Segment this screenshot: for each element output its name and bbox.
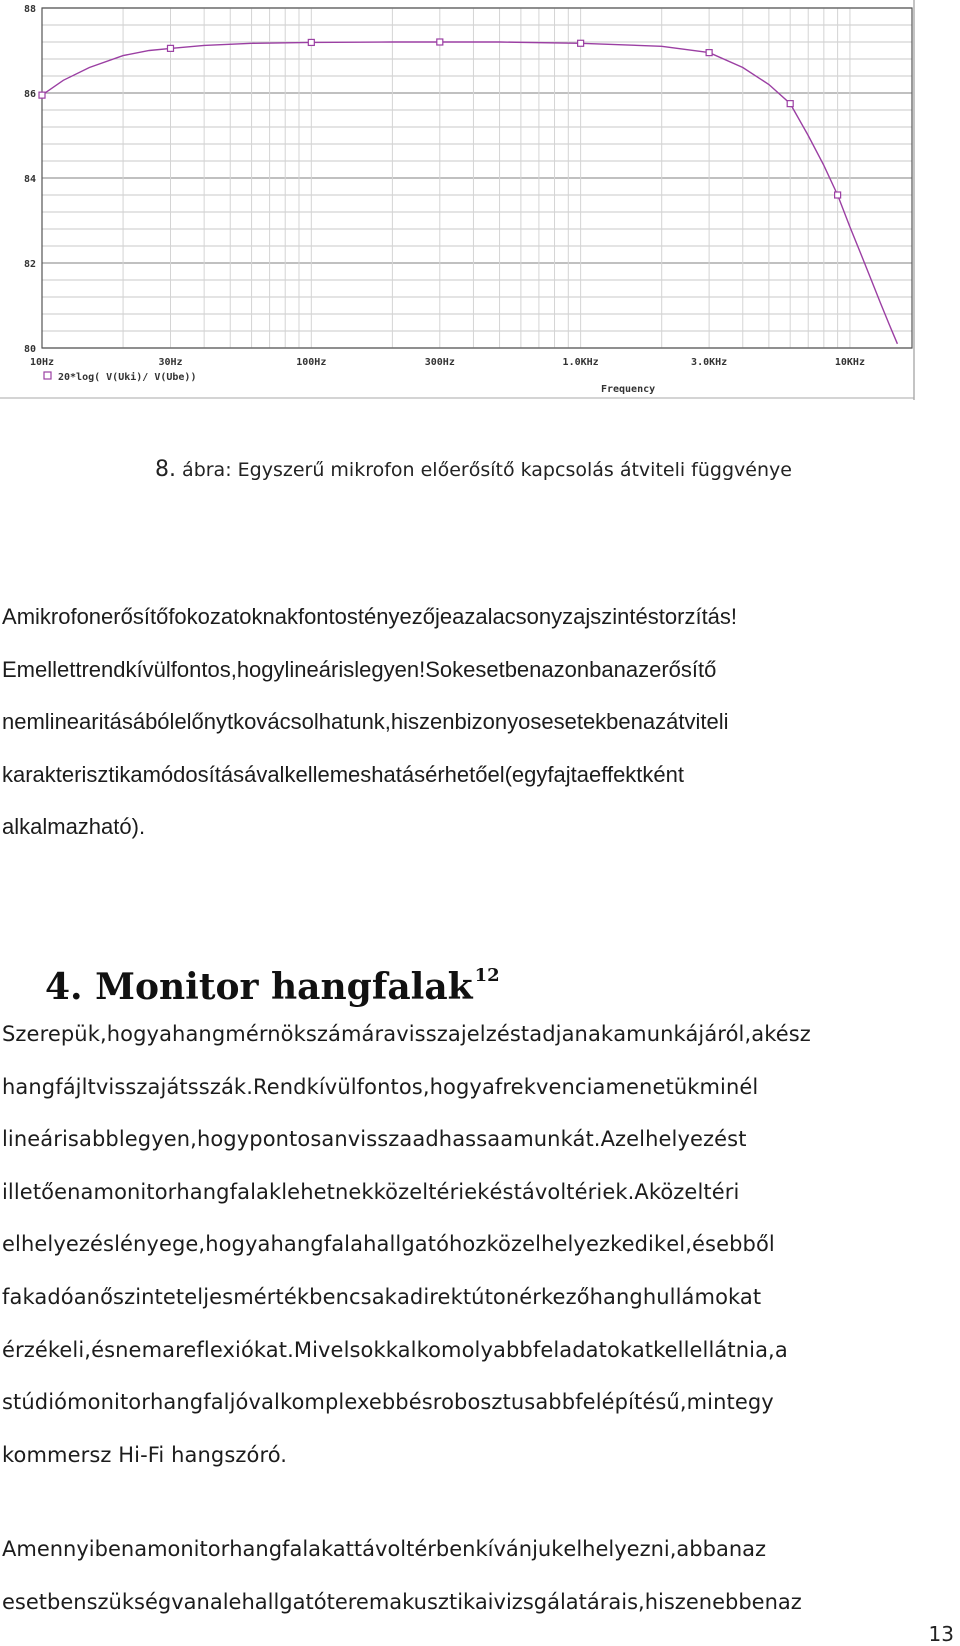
word: közeltériek bbox=[373, 1179, 490, 1204]
word: esetben bbox=[2, 1589, 87, 1614]
y-tick-label: 84 bbox=[23, 174, 36, 185]
word: esetben bbox=[463, 656, 542, 682]
word: ebből bbox=[716, 1232, 775, 1257]
word: hangfalakat bbox=[229, 1537, 354, 1561]
footnote-ref[interactable]: 12 bbox=[474, 965, 500, 986]
word: illetően bbox=[2, 1179, 81, 1204]
word: az bbox=[625, 656, 650, 682]
paragraph-line bbox=[2, 1113, 958, 1166]
word: azonban bbox=[541, 656, 626, 682]
paragraph-line bbox=[2, 1523, 958, 1576]
word: és bbox=[635, 604, 659, 629]
word: szükség bbox=[86, 1589, 172, 1614]
section-heading bbox=[45, 965, 500, 1008]
word: legyen, bbox=[118, 1127, 197, 1152]
word: az bbox=[642, 709, 667, 735]
paragraph-line bbox=[2, 644, 958, 697]
paragraph-line bbox=[2, 591, 958, 644]
paragraph-monitor bbox=[2, 1008, 958, 1481]
word: erősítő bbox=[649, 656, 717, 682]
word: hallgatóhoz bbox=[363, 1232, 487, 1257]
data-point-marker bbox=[787, 101, 793, 107]
word: a bbox=[396, 1284, 410, 1309]
word: el, bbox=[666, 1232, 692, 1257]
word: visszajátsszák. bbox=[95, 1074, 253, 1099]
x-tick-label: 10Hz bbox=[29, 357, 55, 368]
y-tick-label: 88 bbox=[23, 4, 36, 15]
word: hangfal bbox=[270, 1232, 351, 1257]
paragraph-amplifier bbox=[2, 591, 958, 854]
word: zajszint bbox=[562, 604, 636, 629]
word: elhelyezést bbox=[626, 1127, 747, 1152]
word: mértékben bbox=[233, 1284, 350, 1309]
word: fakadóan bbox=[2, 1284, 101, 1309]
word: érzékeli, bbox=[2, 1337, 92, 1362]
word: van bbox=[171, 1589, 210, 1614]
word: fontos, bbox=[170, 656, 237, 682]
word: nemlinearitásából bbox=[2, 709, 175, 735]
paragraph-line bbox=[2, 1576, 958, 1629]
word: terem bbox=[326, 1589, 390, 1614]
x-tick-label: 100Hz bbox=[296, 357, 327, 368]
caption-text: ábra: Egyszerű mikrofon előerősítő kapcsolás átviteli függvénye bbox=[182, 459, 792, 481]
word: és bbox=[692, 1232, 717, 1257]
word: és bbox=[489, 1179, 514, 1204]
word: esetekben bbox=[541, 709, 643, 735]
data-point-marker bbox=[706, 50, 712, 56]
word: hogy bbox=[205, 1232, 258, 1257]
legend-marker bbox=[44, 372, 51, 379]
word: közel bbox=[486, 1232, 542, 1257]
word: karakterisztika bbox=[2, 761, 143, 787]
word: direkt bbox=[409, 1284, 472, 1309]
caption-number: 8. bbox=[155, 457, 176, 482]
word: hogy bbox=[236, 656, 285, 682]
word: helyezkedik bbox=[541, 1232, 667, 1257]
word: ellátnia, bbox=[689, 1337, 775, 1362]
word: hangfal bbox=[149, 1390, 230, 1415]
word: lineárisabb bbox=[2, 1127, 119, 1152]
page-number: 13 bbox=[928, 1622, 954, 1646]
word: és bbox=[91, 1337, 116, 1362]
legend-label: 20*log( V(Uki)/ V(Ube)) bbox=[58, 372, 197, 383]
chart-svg bbox=[0, 0, 960, 420]
word: robosztusabb bbox=[432, 1390, 576, 1415]
word: Szerepük, bbox=[2, 1022, 107, 1046]
word: hogy bbox=[196, 1127, 250, 1152]
word: a bbox=[481, 1074, 495, 1099]
y-tick-label: 82 bbox=[23, 259, 36, 270]
word: lehallgató bbox=[222, 1589, 327, 1614]
word: hangmérnök bbox=[172, 1022, 306, 1046]
word: bizonyos bbox=[454, 709, 542, 735]
word: alacsony bbox=[475, 604, 563, 629]
word: érkező bbox=[519, 1284, 590, 1309]
x-axis-label: Frequency bbox=[600, 384, 656, 395]
word: lényege, bbox=[114, 1232, 206, 1257]
y-tick-label: 80 bbox=[23, 344, 36, 355]
word: számára bbox=[305, 1022, 397, 1046]
word: a bbox=[350, 1232, 364, 1257]
word: a bbox=[80, 1179, 94, 1204]
word: frekvenciamenetük bbox=[494, 1074, 700, 1099]
word: Rendkívül bbox=[252, 1074, 357, 1099]
word: a bbox=[774, 1337, 788, 1362]
word: feladatokat bbox=[532, 1337, 654, 1362]
word: hangfalak bbox=[176, 1179, 282, 1204]
word: mint bbox=[686, 1390, 735, 1415]
word: reflexiókat. bbox=[175, 1337, 294, 1362]
paragraph-farfield bbox=[2, 1523, 958, 1628]
word: hogy bbox=[106, 1022, 160, 1046]
word: visszaadhassa bbox=[347, 1127, 501, 1152]
word: adjanak bbox=[529, 1022, 614, 1046]
word: stúdió bbox=[2, 1390, 68, 1415]
word: jóval bbox=[229, 1390, 280, 1415]
word: egy bbox=[734, 1390, 774, 1415]
word: Sok bbox=[425, 656, 464, 682]
word: az bbox=[777, 1589, 802, 1614]
word: munkát. bbox=[513, 1127, 601, 1152]
word: átviteli bbox=[666, 709, 729, 735]
paragraph-line bbox=[2, 1271, 958, 1324]
word: monitor bbox=[93, 1179, 177, 1204]
word: effektként bbox=[589, 761, 684, 787]
data-point-marker bbox=[437, 39, 443, 45]
word: előnyt bbox=[174, 709, 234, 735]
data-point-marker bbox=[39, 92, 45, 98]
word: elhelyezés bbox=[2, 1232, 115, 1257]
paragraph-line bbox=[2, 1008, 958, 1061]
heading-title: Monitor hangfalak bbox=[95, 966, 473, 1008]
word: elhelyezni, bbox=[563, 1537, 677, 1561]
word: hogy bbox=[429, 1074, 482, 1099]
word: Az bbox=[600, 1127, 627, 1152]
x-tick-label: 10KHz bbox=[834, 357, 865, 368]
word: lehetnek bbox=[281, 1179, 374, 1204]
x-tick-label: 30Hz bbox=[158, 357, 183, 368]
word: és bbox=[408, 1390, 433, 1415]
data-point-marker bbox=[835, 192, 841, 198]
figure-caption bbox=[155, 457, 792, 482]
word: hiszen bbox=[644, 1589, 713, 1614]
frequency-response-chart bbox=[0, 0, 960, 420]
x-tick-label: 1.0KHz bbox=[562, 357, 599, 368]
word: módosításával bbox=[142, 761, 285, 787]
word: Emellett bbox=[2, 656, 82, 682]
paragraph-line bbox=[2, 696, 958, 749]
word: komolyabb bbox=[416, 1337, 533, 1362]
word: monitor bbox=[67, 1390, 150, 1415]
word: úton bbox=[471, 1284, 520, 1309]
word: vizsgálatára bbox=[493, 1589, 622, 1614]
word: a bbox=[500, 1127, 514, 1152]
word: a bbox=[209, 1589, 223, 1614]
paragraph-line bbox=[2, 1061, 958, 1114]
word: teljes bbox=[175, 1284, 234, 1309]
word: fontos, bbox=[356, 1074, 430, 1099]
word: távoltérben bbox=[353, 1537, 476, 1561]
word: is, bbox=[621, 1589, 645, 1614]
word: Amennyiben bbox=[2, 1537, 135, 1561]
word: akusztikai bbox=[389, 1589, 494, 1614]
word: kellemes bbox=[284, 761, 372, 787]
word: mikrofonerősítő bbox=[16, 604, 169, 629]
word: sokkal bbox=[349, 1337, 417, 1362]
data-point-marker bbox=[167, 45, 173, 51]
word: monitor bbox=[147, 1537, 230, 1561]
word: fontos bbox=[297, 604, 358, 629]
word: ebben bbox=[712, 1589, 778, 1614]
paragraph-line bbox=[2, 1376, 958, 1429]
word: visszajelzést bbox=[396, 1022, 530, 1046]
word: kívánjuk bbox=[475, 1537, 564, 1561]
word: felépítésű, bbox=[575, 1390, 687, 1415]
word: A bbox=[634, 1179, 649, 1204]
word: kovácsolhatunk, bbox=[233, 709, 391, 735]
word: torzítás! bbox=[658, 604, 738, 629]
word: hiszen bbox=[390, 709, 455, 735]
x-tick-label: 3.0KHz bbox=[691, 357, 728, 368]
heading-number: 4. bbox=[45, 966, 83, 1008]
word: abban bbox=[676, 1537, 743, 1561]
word: (egyfajta bbox=[504, 761, 589, 787]
word: a bbox=[751, 1022, 765, 1046]
word: csak bbox=[349, 1284, 397, 1309]
word: a bbox=[159, 1022, 173, 1046]
word: a bbox=[134, 1537, 148, 1561]
word: a bbox=[613, 1022, 627, 1046]
paragraph-line bbox=[2, 1166, 958, 1219]
data-point-marker bbox=[578, 40, 584, 46]
word: ő bbox=[100, 1284, 114, 1309]
word: szinte bbox=[113, 1284, 176, 1309]
word: hanghullámokat bbox=[589, 1284, 762, 1309]
word: fokozatoknak bbox=[168, 604, 298, 629]
data-point-marker bbox=[308, 39, 314, 45]
word: kell bbox=[653, 1337, 690, 1362]
paragraph-line bbox=[2, 1218, 958, 1271]
word: hangfájlt bbox=[2, 1074, 96, 1099]
word: hatás bbox=[371, 761, 426, 787]
word: munkájáról, bbox=[626, 1022, 752, 1046]
word: kész bbox=[764, 1022, 811, 1046]
paragraph-line bbox=[2, 749, 958, 802]
word: legyen! bbox=[354, 656, 426, 682]
word: minél bbox=[699, 1074, 759, 1099]
word: az bbox=[452, 604, 476, 629]
word: közeltéri bbox=[648, 1179, 740, 1204]
word: nem bbox=[115, 1337, 163, 1362]
x-tick-label: 300Hz bbox=[424, 357, 455, 368]
word: lineáris bbox=[284, 656, 355, 682]
word: pontosan bbox=[249, 1127, 348, 1152]
word: A bbox=[2, 604, 17, 629]
paragraph-line bbox=[2, 1324, 958, 1377]
word: komplexebb bbox=[279, 1390, 409, 1415]
word: tényezője bbox=[357, 604, 453, 629]
y-tick-label: 86 bbox=[23, 89, 36, 100]
paragraph-line: alkalmazható). bbox=[2, 814, 146, 840]
paragraph-line: kommersz Hi-Fi hangszóró. bbox=[2, 1442, 288, 1467]
word: érhető bbox=[425, 761, 488, 787]
word: a bbox=[162, 1337, 176, 1362]
word: távoltériek. bbox=[513, 1179, 635, 1204]
word: Mivel bbox=[293, 1337, 350, 1362]
word: el bbox=[487, 761, 505, 787]
word: a bbox=[257, 1232, 271, 1257]
word: az bbox=[742, 1537, 767, 1561]
word: rendkívül bbox=[81, 656, 171, 682]
